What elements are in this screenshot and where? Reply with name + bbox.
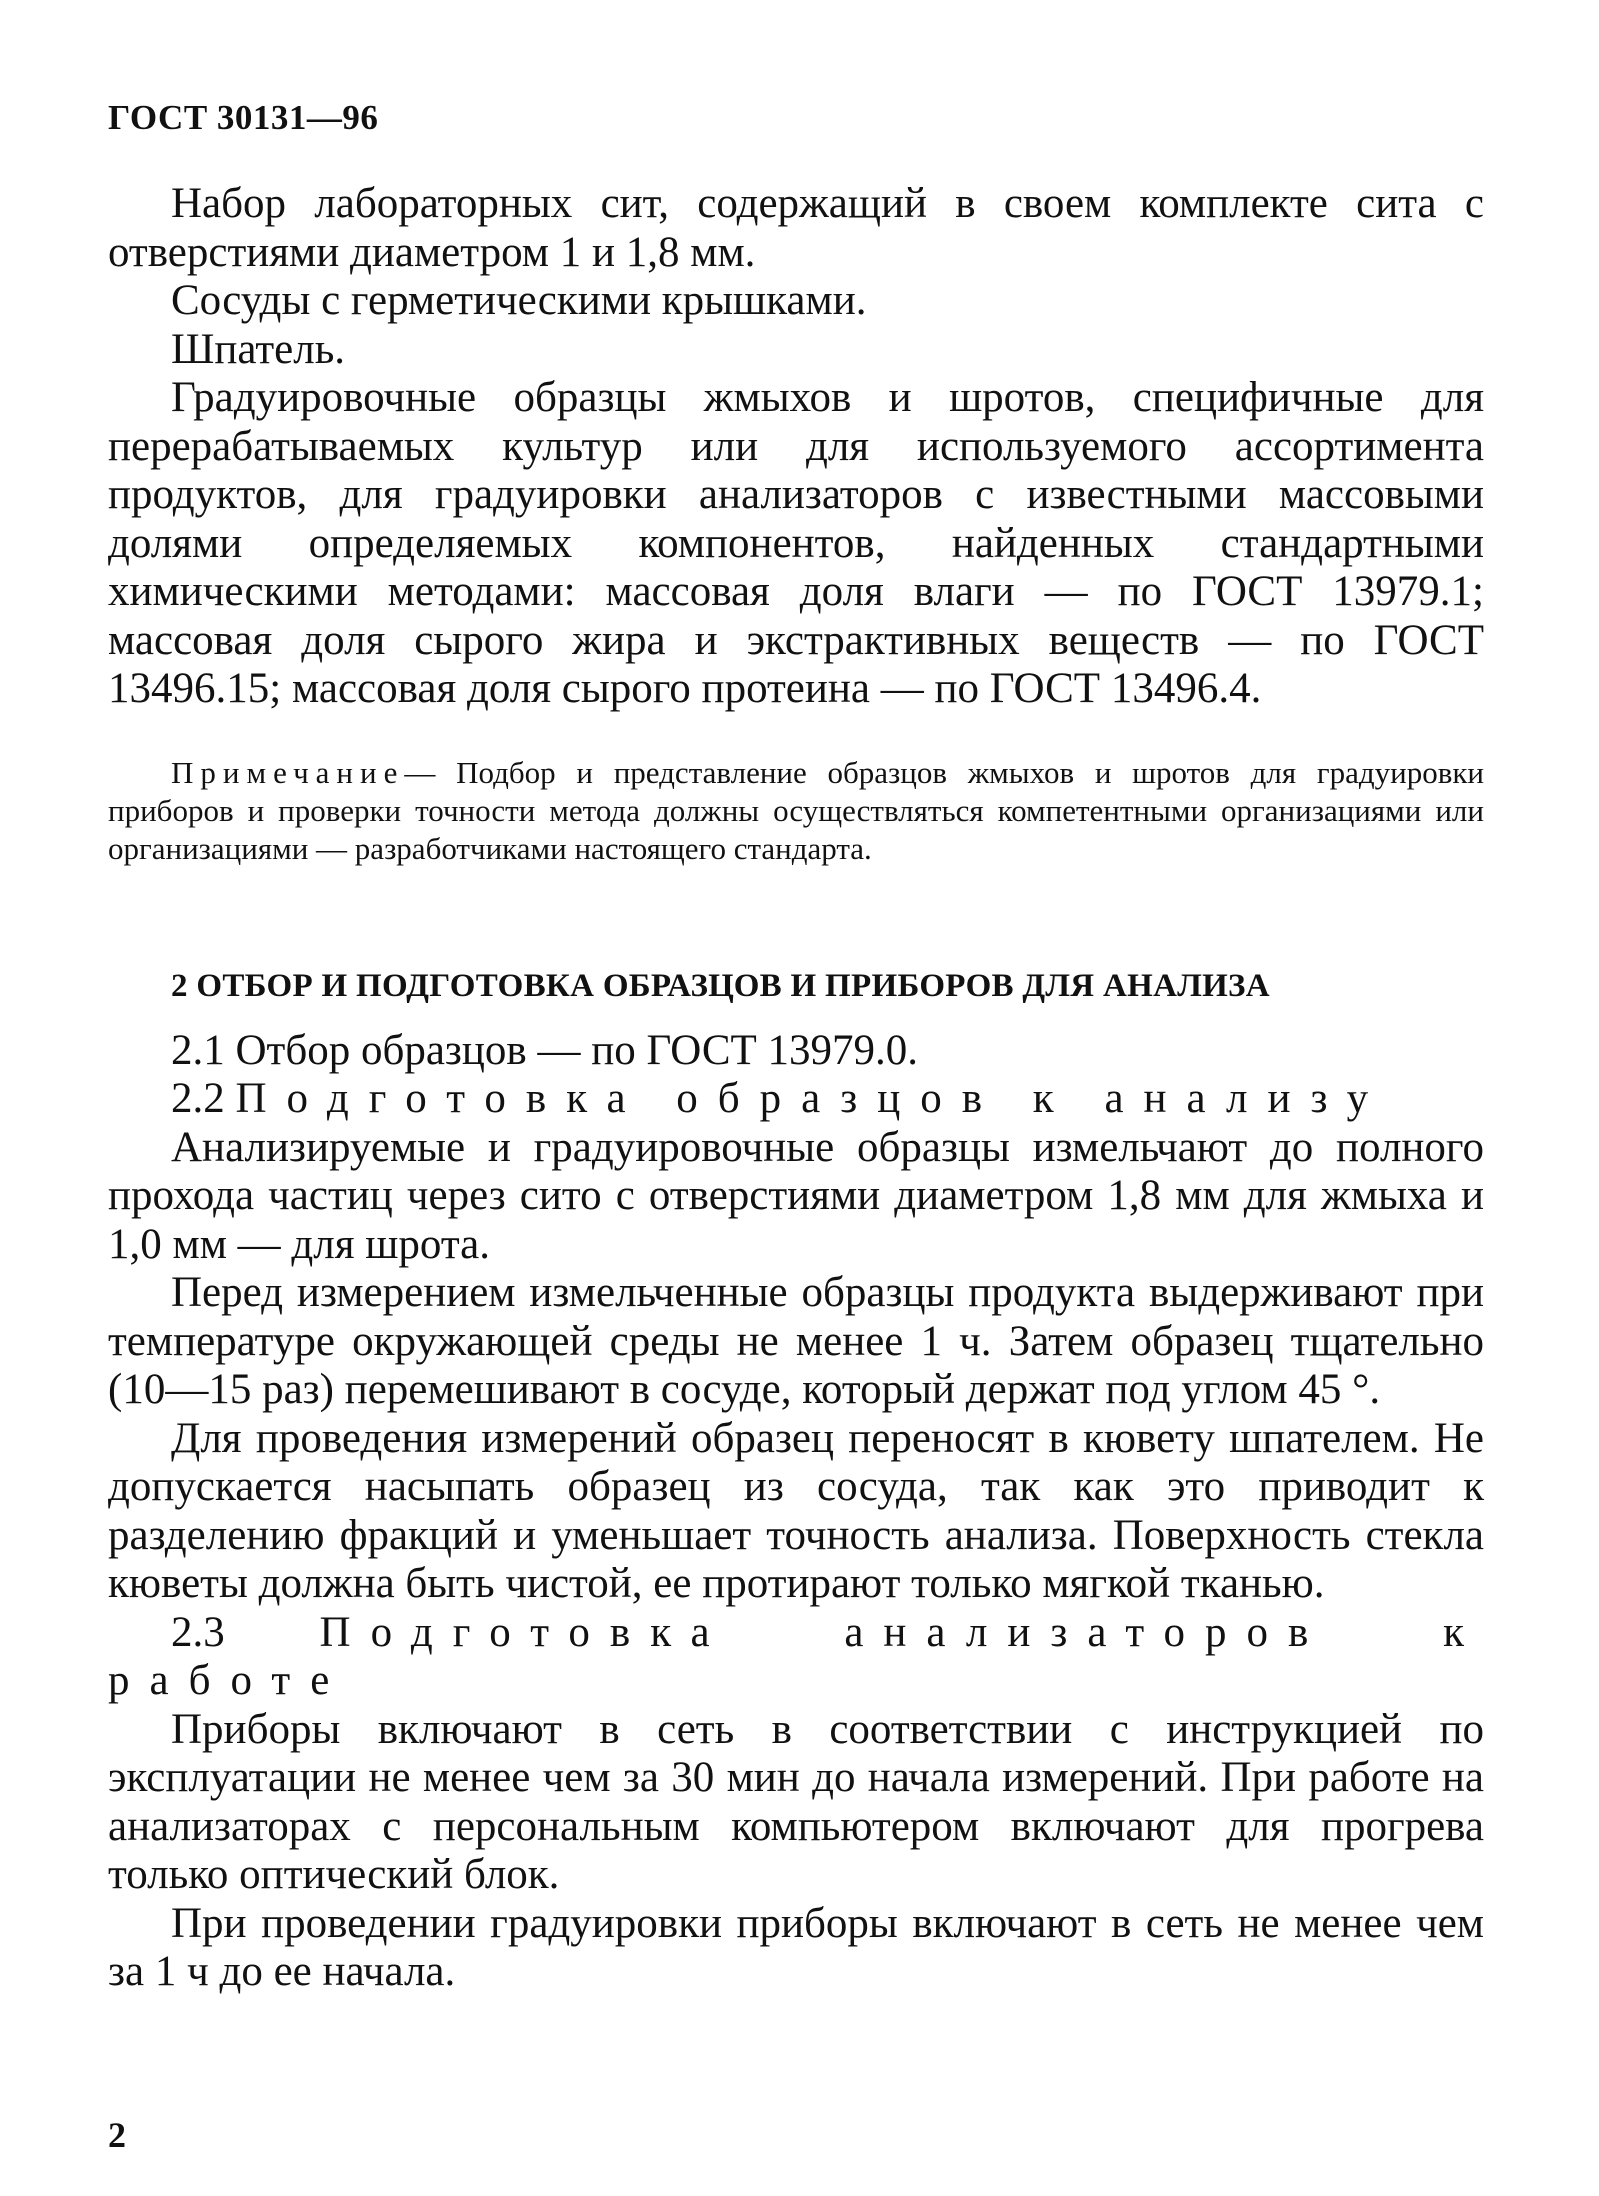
subsection-title: Подготовка образцов к анализу <box>235 1075 1389 1122</box>
document-header: ГОСТ 30131—96 <box>108 98 379 137</box>
document-body <box>108 180 1484 1997</box>
subsection-2-1: 2.1 Отбор образцов — по ГОСТ 13979.0. <box>171 1026 919 1074</box>
paragraph: Перед измерением измельченные образцы продукта выдерживают при температуре окружающей среды не менее 1 ч. Затем образец тщательно (10—15 раз) перемешивают в сосуде, который держат под углом 45 °. <box>108 1269 1484 1413</box>
subsection-2-3-heading <box>108 1609 1484 1706</box>
note-text: — Подбор и представление образцов жмыхов и шротов для градуировки приборов и проверки точности метода должны осуществляться компетентными организациями или организациями — разработчиками настоящего стандарта. <box>108 754 1484 866</box>
section-title: 2 ОТБОР И ПОДГОТОВКА ОБРАЗЦОВ И ПРИБОРОВ ДЛЯ АНАЛИЗА <box>171 967 1270 1004</box>
paragraph: При проведении градуировки приборы включают в сеть не менее чем за 1 ч до ее начала. <box>108 1899 1484 1995</box>
page-number: 2 <box>108 2115 126 2155</box>
paragraph: Сосуды с герметическими крышками. <box>171 277 867 324</box>
paragraph: Приборы включают в сеть в соответствии с инструкцией по эксплуатации не менее чем за 30 мин до начала измерений. При работе на анализаторах с персональным компьютером включают для прогрева только оптический блок. <box>108 1705 1484 1898</box>
subsection-title: Подготовка анализаторов к работе <box>108 1608 1484 1704</box>
paragraph: Шпатель. <box>171 325 346 373</box>
subsection-number: 2.2 <box>171 1075 225 1122</box>
subsection-number: 2.3 <box>171 1608 225 1656</box>
paragraph: Градуировочные образцы жмыхов и шротов, специфичные для перерабатываемых культур или для используемого ассортимента продуктов, для градуировки анализаторов с известными массовыми долями определяемых компонентов, найденных стандартными химическими методами: массовая доля влаги — по ГОСТ 13979.1; массовая доля сырого жира и экстрактивных веществ — по ГОСТ 13496.15; массовая доля сырого протеина — по ГОСТ 13496.4. <box>108 374 1484 712</box>
note-label: Примечание <box>171 754 405 790</box>
paragraph: Набор лабораторных сит, содержащий в своем комплекте сита с отверстиями диаметром 1 и 1,8 мм. <box>108 180 1484 276</box>
subsection-2-2-heading <box>108 1075 1484 1124</box>
note <box>108 754 1484 868</box>
paragraph: Анализируемые и градуировочные образцы измельчают до полного прохода частиц через сито с отверстиями диаметром 1,8 мм для жмыха и 1,0 мм — для шрота. <box>108 1123 1484 1268</box>
paragraph: Для проведения измерений образец переносят в кювету шпателем. Не допускается насыпать образец из сосуда, так как это приводит к разделению фракций и уменьшает точность анализа. Поверхность стекла кюветы должна быть чистой, ее протирают только мягкой тканью. <box>108 1414 1484 1607</box>
